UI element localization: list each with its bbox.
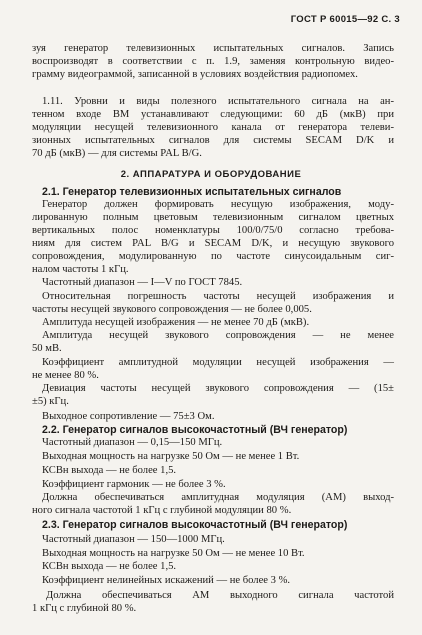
text-line: частоты несущей звукового сопровождения — не более 0,005. <box>32 304 312 315</box>
text-line: налом частоты 1 кГц. <box>32 264 129 275</box>
text-line: зуя генератор телевизионных испытательных сигналов. Запись <box>32 43 394 54</box>
text-line: 70 дБ (мкВ) — для системы PAL B/G. <box>32 148 202 159</box>
text-line: Частотный диапазон — 150—1000 МГц. <box>42 534 225 545</box>
text-line: тенном входе ВМ устанавливают следующими: 60 дБ (мкВ) при <box>32 109 394 120</box>
text-line: КСВн выхода — не более 1,5. <box>42 561 177 572</box>
text-line: воспроизводят в соответствии с п. 1.9, заменяя контрольную видео- <box>32 56 394 67</box>
text-line: Коэффициент гармоник — не более 3 %. <box>42 479 226 490</box>
section-title: 2. АППАРАТУРА И ОБОРУДОВАНИЕ <box>120 169 302 180</box>
text-line: вертикальных полос номенклатуры 100/0/75/0 согласно требова- <box>32 225 394 236</box>
text-line: 1.11. Уровни и виды полезного испытательного сигнала на ан- <box>42 96 394 107</box>
text-line: Генератор должен формировать несущую изображения, моду- <box>42 199 394 210</box>
text-line: Амплитуда несущей изображения — не менее 70 дБ (мкВ). <box>42 317 310 328</box>
text-line: Относительная погрешность частоты несущей изображения и <box>42 291 394 302</box>
text-line: Частотный диапазон — 0,15—150 МГц. <box>42 437 223 448</box>
text-line: ного сигнала частотой 1 кГц с глубиной модуляции 80 %. <box>32 505 292 516</box>
text-line: модуляции несущей телевизионного канала от генератора телеви- <box>32 122 394 133</box>
text-line: зионных испытательных сигналов для системы SECAM D/K и <box>32 135 394 146</box>
text-line: Выходная мощность на нагрузке 50 Ом — не менее 1 Вт. <box>42 451 300 462</box>
text-line: Частотный диапазон — I—V по ГОСТ 7845. <box>42 277 243 288</box>
text-line: лированную полным цветовым телевизионным сигналом цветных <box>32 212 394 223</box>
text-line: Коэффициент нелинейных искажений — не более 3 %. <box>42 575 291 586</box>
page-header: ГОСТ Р 60015—92 С. 3 <box>290 14 400 25</box>
text-line: Выходная мощность на нагрузке 50 Ом — не менее 10 Вт. <box>42 548 305 559</box>
text-line: ±5) кГц. <box>32 396 69 407</box>
text-line: 1 кГц с глубиной 80 %. <box>32 603 137 614</box>
text-line: ниям для систем PAL B/G и SECAM D/K, и несущую звукового <box>32 238 394 249</box>
text-line: Девиация частоты несущей звукового сопровождения — (15± <box>42 383 394 394</box>
text-line: 2.1. Генератор телевизионных испытательных сигналов <box>42 186 342 198</box>
text-line: 2.3. Генератор сигналов высокочастотный (ВЧ генератор) <box>42 519 348 531</box>
text-line: Выходное сопротивление — 75±3 Ом. <box>42 411 215 422</box>
text-line: Амплитуда несущей звукового сопровождения — не менее <box>42 330 394 341</box>
text-line: Коэффициент амплитудной модуляции несущей изображения — <box>42 357 394 368</box>
text-line: 50 мВ. <box>32 343 62 354</box>
text-line: сопровождения, модулированную по частоте синусоидальным сиг- <box>32 251 394 262</box>
text-line: Должна обеспечиваться амплитудная модуляция (АМ) выход- <box>42 492 394 503</box>
text-line: КСВн выхода — не более 1,5. <box>42 465 177 476</box>
text-line: не менее 80 %. <box>32 370 99 381</box>
text-line: 2.2. Генератор сигналов высокочастотный (ВЧ генератор) <box>42 424 348 436</box>
text-line: Должна обеспечиваться АМ выходного сигнала частотой <box>46 590 394 601</box>
text-line: грамму видеограммой, записанной в условиях воздействия радиопомех. <box>32 69 358 80</box>
